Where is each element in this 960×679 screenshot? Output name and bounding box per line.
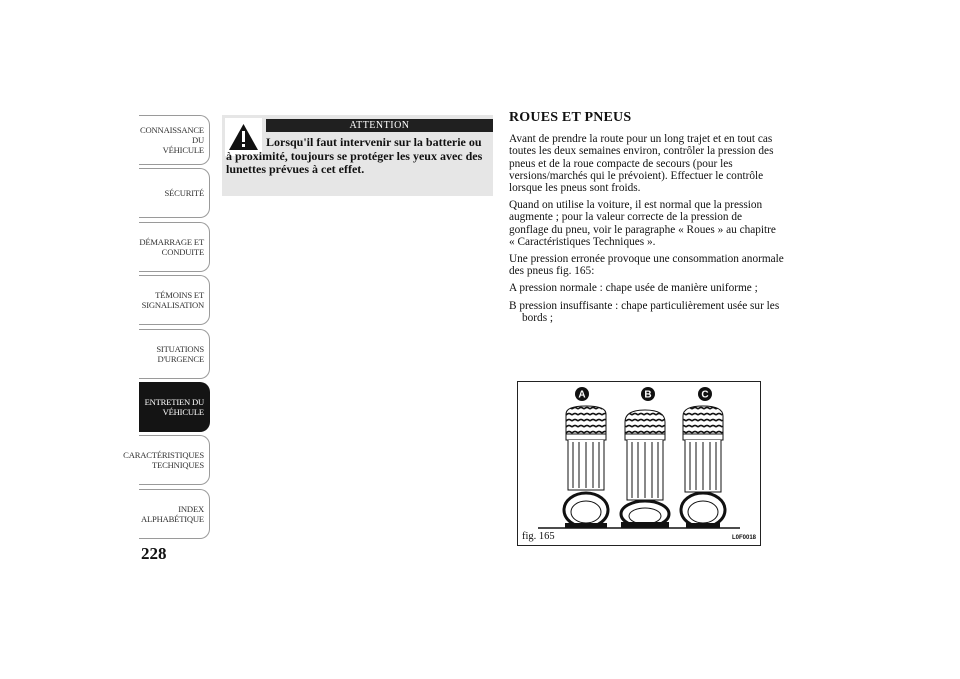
paragraph: Une pression erronée provoque une consommation anormale des pneus fig. 165: <box>509 253 784 278</box>
tab-label: CARACTÉRISTIQUES TECHNIQUES <box>123 450 204 471</box>
tab-label: INDEX ALPHABÉTIQUE <box>140 503 204 524</box>
tab-label: TÉMOINS ET SIGNALISATION <box>141 290 204 311</box>
figure-caption: fig. 165 <box>522 531 555 542</box>
paragraph: Quand on utilise la voiture, il est normal que la pression augmente ; pour la valeur correcte de la pression de gonflage du pneu, voir le paragraphe « Roues » au chapitre « Caractéristiques Techniques ». <box>509 199 776 248</box>
label-b-badge <box>641 387 655 401</box>
figure-code: L0F0018 <box>731 535 756 541</box>
tab-label: CONNAISSANCE DU VÉHICULE <box>140 125 204 155</box>
label-a: A <box>578 389 586 401</box>
chapter-sidebar <box>123 115 210 542</box>
page-number: 228 <box>141 544 167 563</box>
tab-label: DÉMARRAGE ET CONDUITE <box>139 236 204 257</box>
paragraph: Avant de prendre la route pour un long trajet et en tout cas toutes les deux semaines environ, contrôler la pression des pneus et de la roue compacte de secours (pour les versions/marchés qui le prévoient). Effectuer le contrôle lorsque les pneus sont froids. <box>509 133 774 195</box>
list-item: B pression insuffisante : chape particulièrement usée sur les bords ; <box>509 299 780 324</box>
tyre-illustration <box>518 382 762 547</box>
label-b: B <box>644 389 652 401</box>
tab-label: SITUATIONS D'URGENCE <box>156 343 204 364</box>
tab-temoins[interactable] <box>139 275 210 325</box>
content-column <box>509 112 784 329</box>
warning-title: ATTENTION <box>266 119 493 132</box>
label-c-badge <box>698 387 712 401</box>
tab-label: ENTRETIEN DU VÉHICULE <box>144 396 204 417</box>
list-item: A pression normale : chape usée de manière uniforme ; <box>509 282 758 295</box>
tab-situations[interactable] <box>139 329 210 379</box>
tab-demarrage[interactable] <box>139 222 210 272</box>
tab-securite[interactable] <box>139 168 210 218</box>
warning-box <box>222 115 493 196</box>
section-title: ROUES ET PNEUS <box>509 110 632 125</box>
label-a-badge <box>575 387 589 401</box>
tab-connaissance[interactable] <box>139 115 210 165</box>
figure-165 <box>517 381 761 546</box>
tyre-c <box>681 406 725 528</box>
warning-text: Lorsqu'il faut intervenir sur la batterie ou à proximité, toujours se protéger les yeux avec des lunettes prévues à cet effet. <box>226 135 483 176</box>
tab-entretien[interactable] <box>139 382 210 432</box>
tyre-a <box>564 406 608 528</box>
label-c: C <box>701 389 709 401</box>
tab-index[interactable] <box>139 489 210 539</box>
tab-label: SÉCURITÉ <box>164 188 204 199</box>
tyre-b <box>621 410 669 528</box>
tab-caracteristiques[interactable] <box>123 435 210 485</box>
